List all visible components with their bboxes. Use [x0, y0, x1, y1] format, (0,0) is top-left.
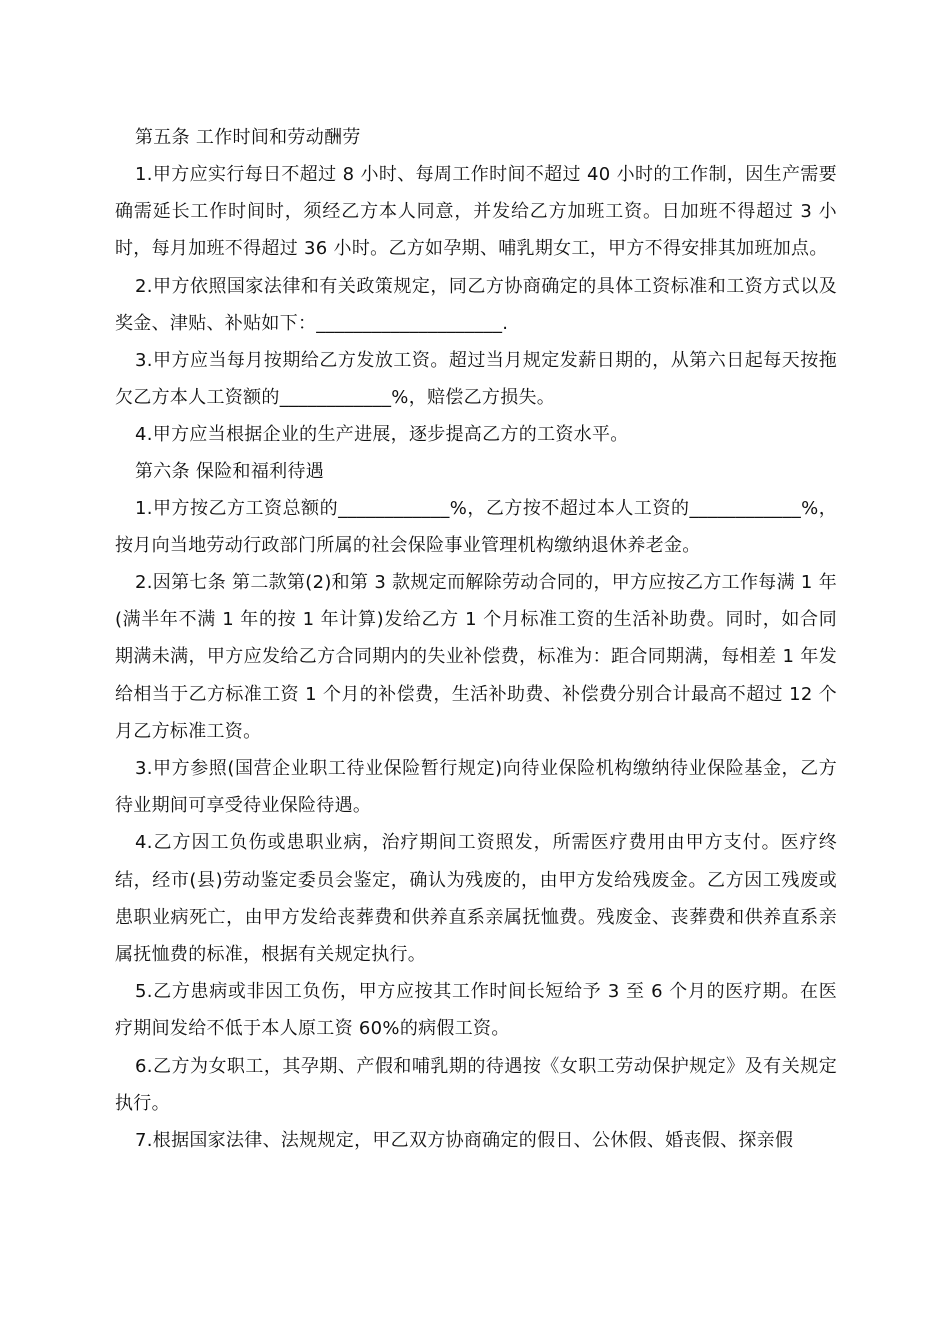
paragraph: 2.因第七条 第二款第(2)和第 3 款规定而解除劳动合同的，甲方应按乙方工作每满 1 年(满半年不满 1 年的按 1 年计算)发给乙方 1 个月标准工资的生活补助费。同时，如合同期满未满，甲方应发给乙方合同期内的失业补偿费，标准为：距合同期满，每相差 1 年发给相当于乙方标准工资 1 个月的补偿费，生活补助费、补偿费分别合计最高不超过 12 个月乙方标准工资。 [115, 572, 837, 742]
paragraph: 4.甲方应当根据企业的生产进展，逐步提高乙方的工资水平。 [135, 424, 629, 446]
paragraph: 3.甲方参照(国营企业职工待业保险暂行规定)向待业保险机构缴纳待业保险基金，乙方待业期间可享受待业保险待遇。 [115, 758, 837, 817]
paragraph: 6.乙方为女职工，其孕期、产假和哺乳期的待遇按《女职工劳动保护规定》及有关规定执行。 [115, 1055, 837, 1114]
paragraph: 3.甲方应当每月按期给乙方发放工资。超过当月规定发薪日期的，从第六日起每天按拖欠乙方本人工资额的____________%，赔偿乙方损失。 [115, 350, 837, 409]
section-heading-article-5: 第五条 工作时间和劳动酬劳 [135, 127, 361, 148]
paragraph: 2.甲方依照国家法律和有关政策规定，同乙方协商确定的具体工资标准和工资方式以及奖金、津贴、补贴如下：____________________. [115, 275, 837, 334]
paragraph: 7.根据国家法律、法规规定，甲乙双方协商确定的假日、公休假、婚丧假、探亲假 [135, 1130, 794, 1152]
paragraph: 4.乙方因工负伤或患职业病，治疗期间工资照发，所需医疗费用由甲方支付。医疗终结，经市(县)劳动鉴定委员会鉴定，确认为残废的，由甲方发给残废金。乙方因工残废或患职业病死亡，由甲方发给丧葬费和供养直系亲属抚恤费。残废金、丧葬费和供养直系亲属抚恤费的标准，根据有关规定执行。 [115, 832, 837, 966]
paragraph: 1.甲方按乙方工资总额的____________%，乙方按不超过本人工资的____________%，按月向当地劳动行政部门所属的社会保险事业管理机构缴纳退休养老金。 [115, 497, 837, 556]
section-heading-article-6: 第六条 保险和福利待遇 [135, 460, 325, 482]
paragraph: 1.甲方应实行每日不超过 8 小时、每周工作时间不超过 40 小时的工作制，因生产需要确需延长工作时间时，须经乙方本人同意，并发给乙方加班工资。日加班不得超过 3 小时，每月加班不得超过 36 小时。乙方如孕期、哺乳期女工，甲方不得安排其加班加点。 [115, 164, 837, 260]
paragraph: 5.乙方患病或非因工负伤，甲方应按其工作时间长短给予 3 至 6 个月的医疗期。在医疗期间发给不低于本人原工资 60%的病假工资。 [115, 981, 837, 1040]
document-body [115, 120, 837, 1159]
